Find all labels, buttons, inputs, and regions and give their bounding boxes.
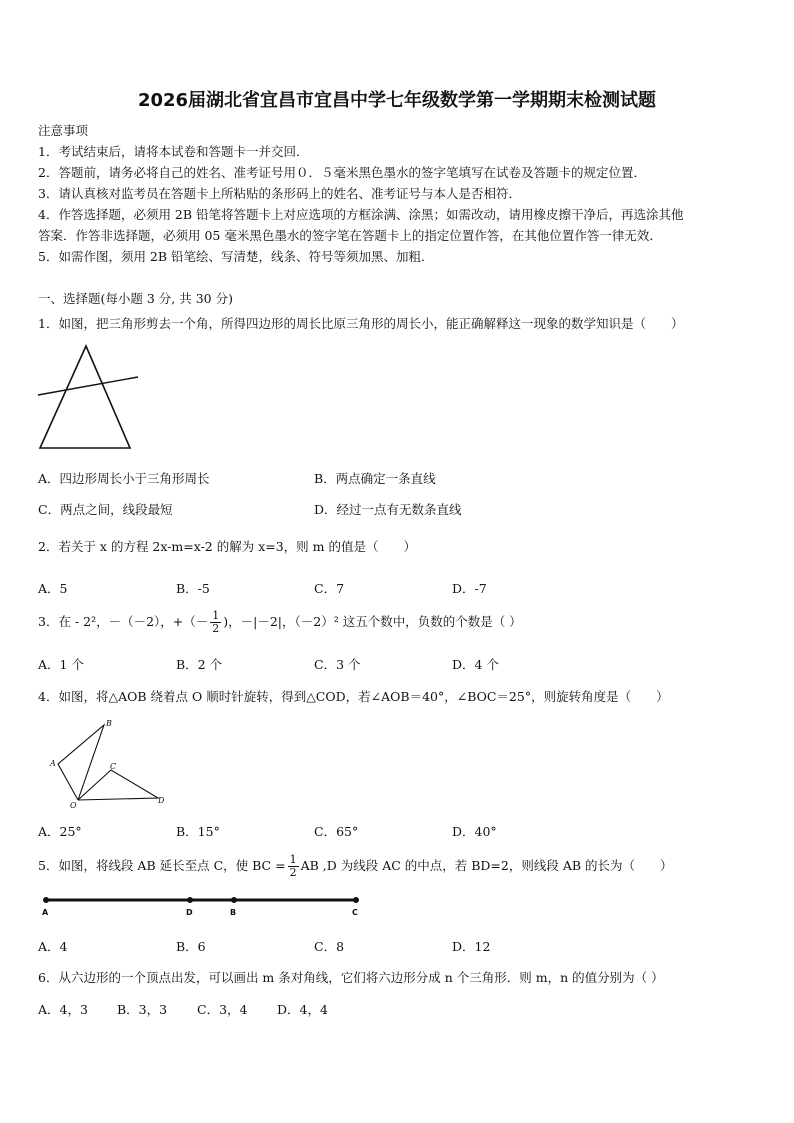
triangle	[40, 346, 130, 448]
question-1-stem: 1．如图，把三角形剪去一个角，所得四边形的周长比原三角形的周长小，能正确解释这一现象的数学知识是（ ）	[38, 316, 684, 331]
point-a	[43, 897, 49, 903]
option-c: C．8	[314, 939, 345, 954]
option-d: D．4，4	[277, 1002, 328, 1017]
question-4-stem: 4．如图，将△AOB 绕着点 O 顺时针旋转，得到△COD，若∠AOB＝40°，∠BOC＝25°，则旋转角度是（ ）	[38, 689, 669, 704]
question-3-stem	[38, 610, 522, 635]
option-d: D．-7	[452, 581, 487, 596]
question-1-figure	[36, 344, 140, 450]
option-c: C．3，4	[197, 1002, 248, 1017]
option-c: C．两点之间，线段最短	[38, 502, 173, 517]
option-a: A．1 个	[38, 657, 84, 672]
question-5-figure	[40, 894, 364, 918]
point-b	[231, 897, 237, 903]
cut-line	[38, 377, 138, 395]
point-label-c: C	[352, 908, 358, 917]
section-heading: 一、选择题(每小题 3 分, 共 30 分)	[38, 291, 233, 306]
triangle-aob	[58, 725, 104, 800]
fraction	[288, 854, 299, 879]
option-b: B．15°	[176, 824, 220, 839]
option-d: D．4 个	[452, 657, 499, 672]
option-b: B．2 个	[176, 657, 223, 672]
fraction-numerator: 1	[289, 853, 297, 866]
notice-item: 5．如需作图，须用 2B 铅笔绘、写清楚，线条、符号等须加黑、加粗．	[38, 249, 434, 264]
point-label-a: A	[50, 759, 56, 768]
option-a: A．25°	[38, 824, 82, 839]
question-3-stem-part-a: 3．在 - 2²，－（－2），+（－	[38, 614, 209, 629]
question-6-stem: 6．从六边形的一个顶点出发，可以画出 m 条对角线，它们将六边形分成 n 个三角形．则 m，n 的值分别为（ ）	[38, 970, 664, 985]
fraction-denominator: 2	[212, 622, 220, 635]
question-3-stem-part-b: )，－|－2|，（－2）² 这五个数中，负数的个数是（ ）	[223, 614, 522, 629]
notice-item: 3．请认真核对监考员在答题卡上所粘贴的条形码上的姓名、准考证号与本人是否相符．	[38, 186, 521, 201]
option-d: D．12	[452, 939, 491, 954]
point-c	[353, 897, 359, 903]
notice-heading: 注意事项	[38, 123, 89, 138]
question-5-stem-part-a: 5．如图，将线段 AB 延长至点 C，使 BC =	[38, 858, 286, 873]
option-a: A．5	[38, 581, 68, 596]
point-label-d: D	[158, 796, 165, 805]
option-b: B．6	[176, 939, 206, 954]
option-c: C．3 个	[314, 657, 361, 672]
notice-item: 1．考试结束后，请将本试卷和答题卡一并交回．	[38, 144, 309, 159]
option-a: A．四边形周长小于三角形周长	[38, 471, 210, 486]
option-b: B．-5	[176, 581, 210, 596]
point-label-b: B	[230, 908, 237, 917]
fraction-denominator: 2	[289, 866, 297, 879]
notice-item: 4．作答选择题，必须用 2B 铅笔将答题卡上对应选项的方框涂满、涂黑；如需改动，请用橡皮擦干净后，再选涂其他	[38, 207, 684, 222]
question-4-figure	[48, 718, 172, 810]
point-label-d: D	[186, 908, 193, 917]
option-a: A．4	[38, 939, 68, 954]
point-label-a: A	[42, 908, 49, 917]
fraction-numerator: 1	[212, 609, 220, 622]
triangle-cod	[78, 770, 158, 800]
option-c: C．7	[314, 581, 345, 596]
question-5-stem-part-b: AB ,D 为线段 AC 的中点，若 BD=2，则线段 AB 的长为（ ）	[300, 858, 673, 873]
option-d: D．40°	[452, 824, 497, 839]
point-d	[187, 897, 193, 903]
fraction	[210, 610, 221, 635]
option-b: B．3，3	[117, 1002, 168, 1017]
option-b: B．两点确定一条直线	[314, 471, 436, 486]
question-2-stem: 2．若关于 x 的方程 2x-m=x-2 的解为 x=3，则 m 的值是（ ）	[38, 539, 416, 554]
notice-item: 2．答题前，请务必将自己的姓名、准考证号用０．５毫米黑色墨水的签字笔填写在试卷及答题卡的规定位置．	[38, 165, 646, 180]
notice-item: 答案．作答非选择题，必须用 05 毫米黑色墨水的签字笔在答题卡上的指定位置作答，在其他位置作答一律无效．	[38, 228, 662, 243]
option-c: C．65°	[314, 824, 359, 839]
point-label-b: B	[106, 719, 112, 728]
page-title: 2026届湖北省宜昌市宜昌中学七年级数学第一学期期末检测试题	[137, 90, 657, 111]
point-label-c: C	[110, 762, 117, 771]
point-label-o: O	[70, 801, 77, 810]
question-5-stem	[38, 854, 673, 879]
option-d: D．经过一点有无数条直线	[314, 502, 462, 517]
option-a: A．4，3	[38, 1002, 88, 1017]
